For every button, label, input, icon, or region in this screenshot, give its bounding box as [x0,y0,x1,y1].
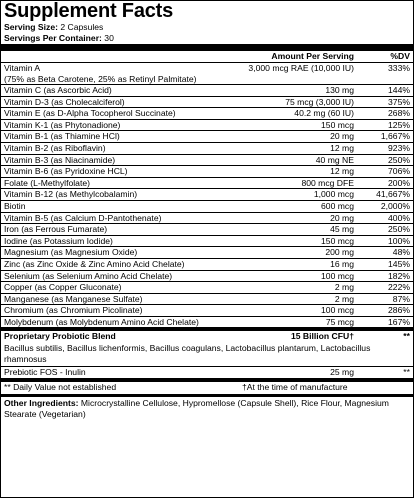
nutrient-dv: 1,667% [380,131,410,142]
nutrient-name [1,178,226,189]
nutrient-name [1,143,226,154]
prebiotic-amount: 25 mg [330,367,354,378]
ingredients-label: Other Ingredients: [4,398,79,409]
nutrient-name-text: Chromium (as Chromium Picolinate) [4,305,143,316]
nutrient-row [1,305,413,317]
nutrient-amount: 20 mg [330,131,354,142]
column-header-dv: %DV [390,51,410,61]
nutrient-name-text: Molybdenum (as Molybdenum Amino Acid Chelate) [4,316,199,327]
nutrient-amount: 3,000 mcg RAE (10,000 IU) [248,63,354,73]
nutrient-dv: 923% [388,142,410,153]
footnotes [1,382,413,394]
nutrient-name [1,213,226,224]
servings-label: Servings Per Container: [4,32,102,43]
nutrient-name-text: Copper (as Copper Gluconate) [4,282,122,293]
nutrient-amount: 600 mcg [321,200,354,211]
nutrient-dv: 400% [388,212,410,223]
nutrient-amount: 16 mg [330,258,354,269]
servings-per-container [1,33,413,44]
nutrient-dv: 200% [388,177,410,188]
nutrient-dv: 87% [392,293,410,304]
nutrient-row [1,189,413,201]
prebiotic-row [1,367,413,379]
dv-footnote: ** Daily Value not established [4,382,117,393]
nutrient-name-text: Vitamin B-5 (as Calcium D-Pantothenate) [4,212,162,223]
nutrient-row [1,97,413,109]
nutrient-amount: 130 mg [325,85,354,95]
nutrient-row [1,259,413,271]
nutrient-row [1,108,413,120]
blend-amount: 15 Billion CFU† [290,331,354,342]
nutrient-name [1,201,226,212]
serving-size [1,22,413,33]
nutrient-name-text: Vitamin B-1 (as Thiamine HCl) [4,131,120,142]
blend-name: Proprietary Probiotic Blend [4,331,116,342]
nutrient-name-text: Vitamin C (as Ascorbic Acid) [4,85,112,95]
nutrient-amount: 150 mcg [321,119,354,130]
nutrient-row [1,317,413,329]
nutrient-name [1,271,226,282]
nutrient-amount: 75 mcg (3,000 IU) [285,96,354,107]
nutrient-dv: 144% [388,85,410,95]
nutrient-name-text: Folate (L-Methylfolate) [4,177,90,188]
nutrient-dv: 286% [388,305,410,316]
nutrient-source-note: (75% as Beta Carotene, 25% as Retinyl Palmitate) [4,73,197,84]
nutrient-name [1,85,226,96]
nutrient-name-text: Magnesium (as Magnesium Oxide) [4,247,138,258]
nutrient-row [1,120,413,132]
nutrient-dv: 222% [388,282,410,293]
nutrient-name-text: Vitamin B-6 (as Pyridoxine HCL) [4,166,128,177]
servings-value: 30 [104,32,114,43]
nutrient-row [1,166,413,178]
nutrient-name [1,305,226,316]
nutrient-dv: 182% [388,270,410,281]
nutrient-amount: 150 mcg [321,235,354,246]
nutrient-name-text: Vitamin B-12 (as Methylcobalamin) [4,189,138,200]
nutrient-name-text: Vitamin B-2 (as Riboflavin) [4,142,106,153]
nutrient-row [1,85,413,97]
column-header-amount: Amount Per Serving [271,51,354,61]
serving-size-label: Serving Size: [4,22,58,32]
nutrient-dv: 100% [388,235,410,246]
probiotic-blend-row [1,331,413,343]
nutrient-name [1,294,226,305]
nutrient-amount: 20 mg [330,212,354,223]
nutrient-name-text: Selenium (as Selenium Amino Acid Chelate) [4,270,173,281]
blend-contents: Bacillus subtilis, Bacillus lichenformis, Bacillus coagulans, Lactobacillus plantarum, Lactobacillus rhamnosus [1,343,413,367]
nutrient-amount: 2 mg [334,282,354,293]
nutrient-dv: 333% [388,63,410,73]
nutrient-amount: 45 mg [330,224,354,235]
nutrient-dv: 250% [388,154,410,165]
nutrient-dv: 167% [388,316,410,327]
nutrient-name [1,247,226,258]
nutrient-row [1,236,413,248]
nutrient-name-text: Vitamin B-3 (as Niacinamide) [4,154,116,165]
nutrient-name-text: Manganese (as Manganese Sulfate) [4,293,143,304]
nutrient-row [1,155,413,167]
nutrient-table [1,63,413,328]
cfu-footnote: †At the time of manufacture [242,382,348,393]
nutrient-dv: 48% [392,247,410,258]
nutrient-amount: 12 mg [330,166,354,177]
other-ingredients [1,397,413,419]
ingredients-text: Microcrystalline Cellulose, Hypromellose (Capsule Shell), Rice Flour, Magnesium Stearate (Vegetarian) [4,398,389,419]
nutrient-dv: 268% [388,108,410,119]
nutrient-dv: 2,000% [380,200,410,211]
nutrient-row [1,271,413,283]
nutrient-amount: 100 mcg [321,305,354,316]
nutrient-name-text: Iodine (as Potassium Iodide) [4,235,113,246]
nutrient-name [1,63,226,84]
nutrient-name [1,166,226,177]
nutrient-name-text: Vitamin D-3 (as Cholecalciferol) [4,96,125,107]
nutrient-row [1,247,413,259]
prebiotic-dv: ** [403,367,410,378]
column-header-spacer [1,51,226,62]
nutrient-dv: 375% [388,96,410,107]
nutrient-dv: 145% [388,258,410,269]
nutrient-name-text: Vitamin E (as D-Alpha Tocopherol Succinate) [4,108,176,119]
nutrient-amount: 75 mcg [325,316,354,327]
nutrient-row [1,201,413,213]
nutrient-amount: 800 mcg DFE [301,177,354,188]
nutrient-name-text: Biotin [4,200,26,211]
nutrient-row [1,178,413,190]
nutrient-row [1,224,413,236]
nutrient-name [1,120,226,131]
nutrient-name-text: Vitamin A [4,63,41,73]
nutrient-row [1,143,413,155]
nutrient-name [1,236,226,247]
nutrient-amount: 100 mcg [321,270,354,281]
nutrient-amount: 12 mg [330,142,354,153]
nutrient-name-text: Vitamin K-1 (as Phytonadione) [4,119,121,130]
nutrient-dv: 250% [388,224,410,235]
nutrient-row [1,282,413,294]
nutrient-name [1,224,226,235]
blend-dv: ** [403,331,410,342]
nutrient-amount: 2 mg [334,293,354,304]
nutrient-dv: 706% [388,166,410,177]
nutrient-name [1,282,226,293]
column-header [1,51,413,63]
thick-divider [1,44,413,51]
nutrient-name [1,155,226,166]
nutrient-amount: 200 mg [325,247,354,258]
nutrient-name [1,317,226,328]
nutrient-row [1,131,413,143]
nutrient-row [1,63,413,85]
prebiotic-name: Prebiotic FOS - Inulin [4,367,86,378]
nutrient-amount: 40 mg NE [315,154,354,165]
nutrient-name [1,189,226,200]
nutrient-dv: 41,667% [376,189,410,200]
nutrient-name-text: Zinc (as Zinc Oxide & Zinc Amino Acid Chelate) [4,258,185,269]
nutrient-amount: 1,000 mcg [313,189,354,200]
nutrient-dv: 125% [388,119,410,130]
nutrient-row [1,294,413,306]
nutrient-name [1,131,226,142]
nutrient-name [1,108,226,119]
serving-size-value: 2 Capsules [60,22,104,32]
nutrient-amount: 40.2 mg (60 IU) [294,108,354,119]
nutrient-row [1,213,413,225]
nutrient-name [1,97,226,108]
nutrient-name [1,259,226,270]
panel-title: Supplement Facts [4,0,174,22]
nutrient-name-text: Iron (as Ferrous Fumarate) [4,224,108,235]
